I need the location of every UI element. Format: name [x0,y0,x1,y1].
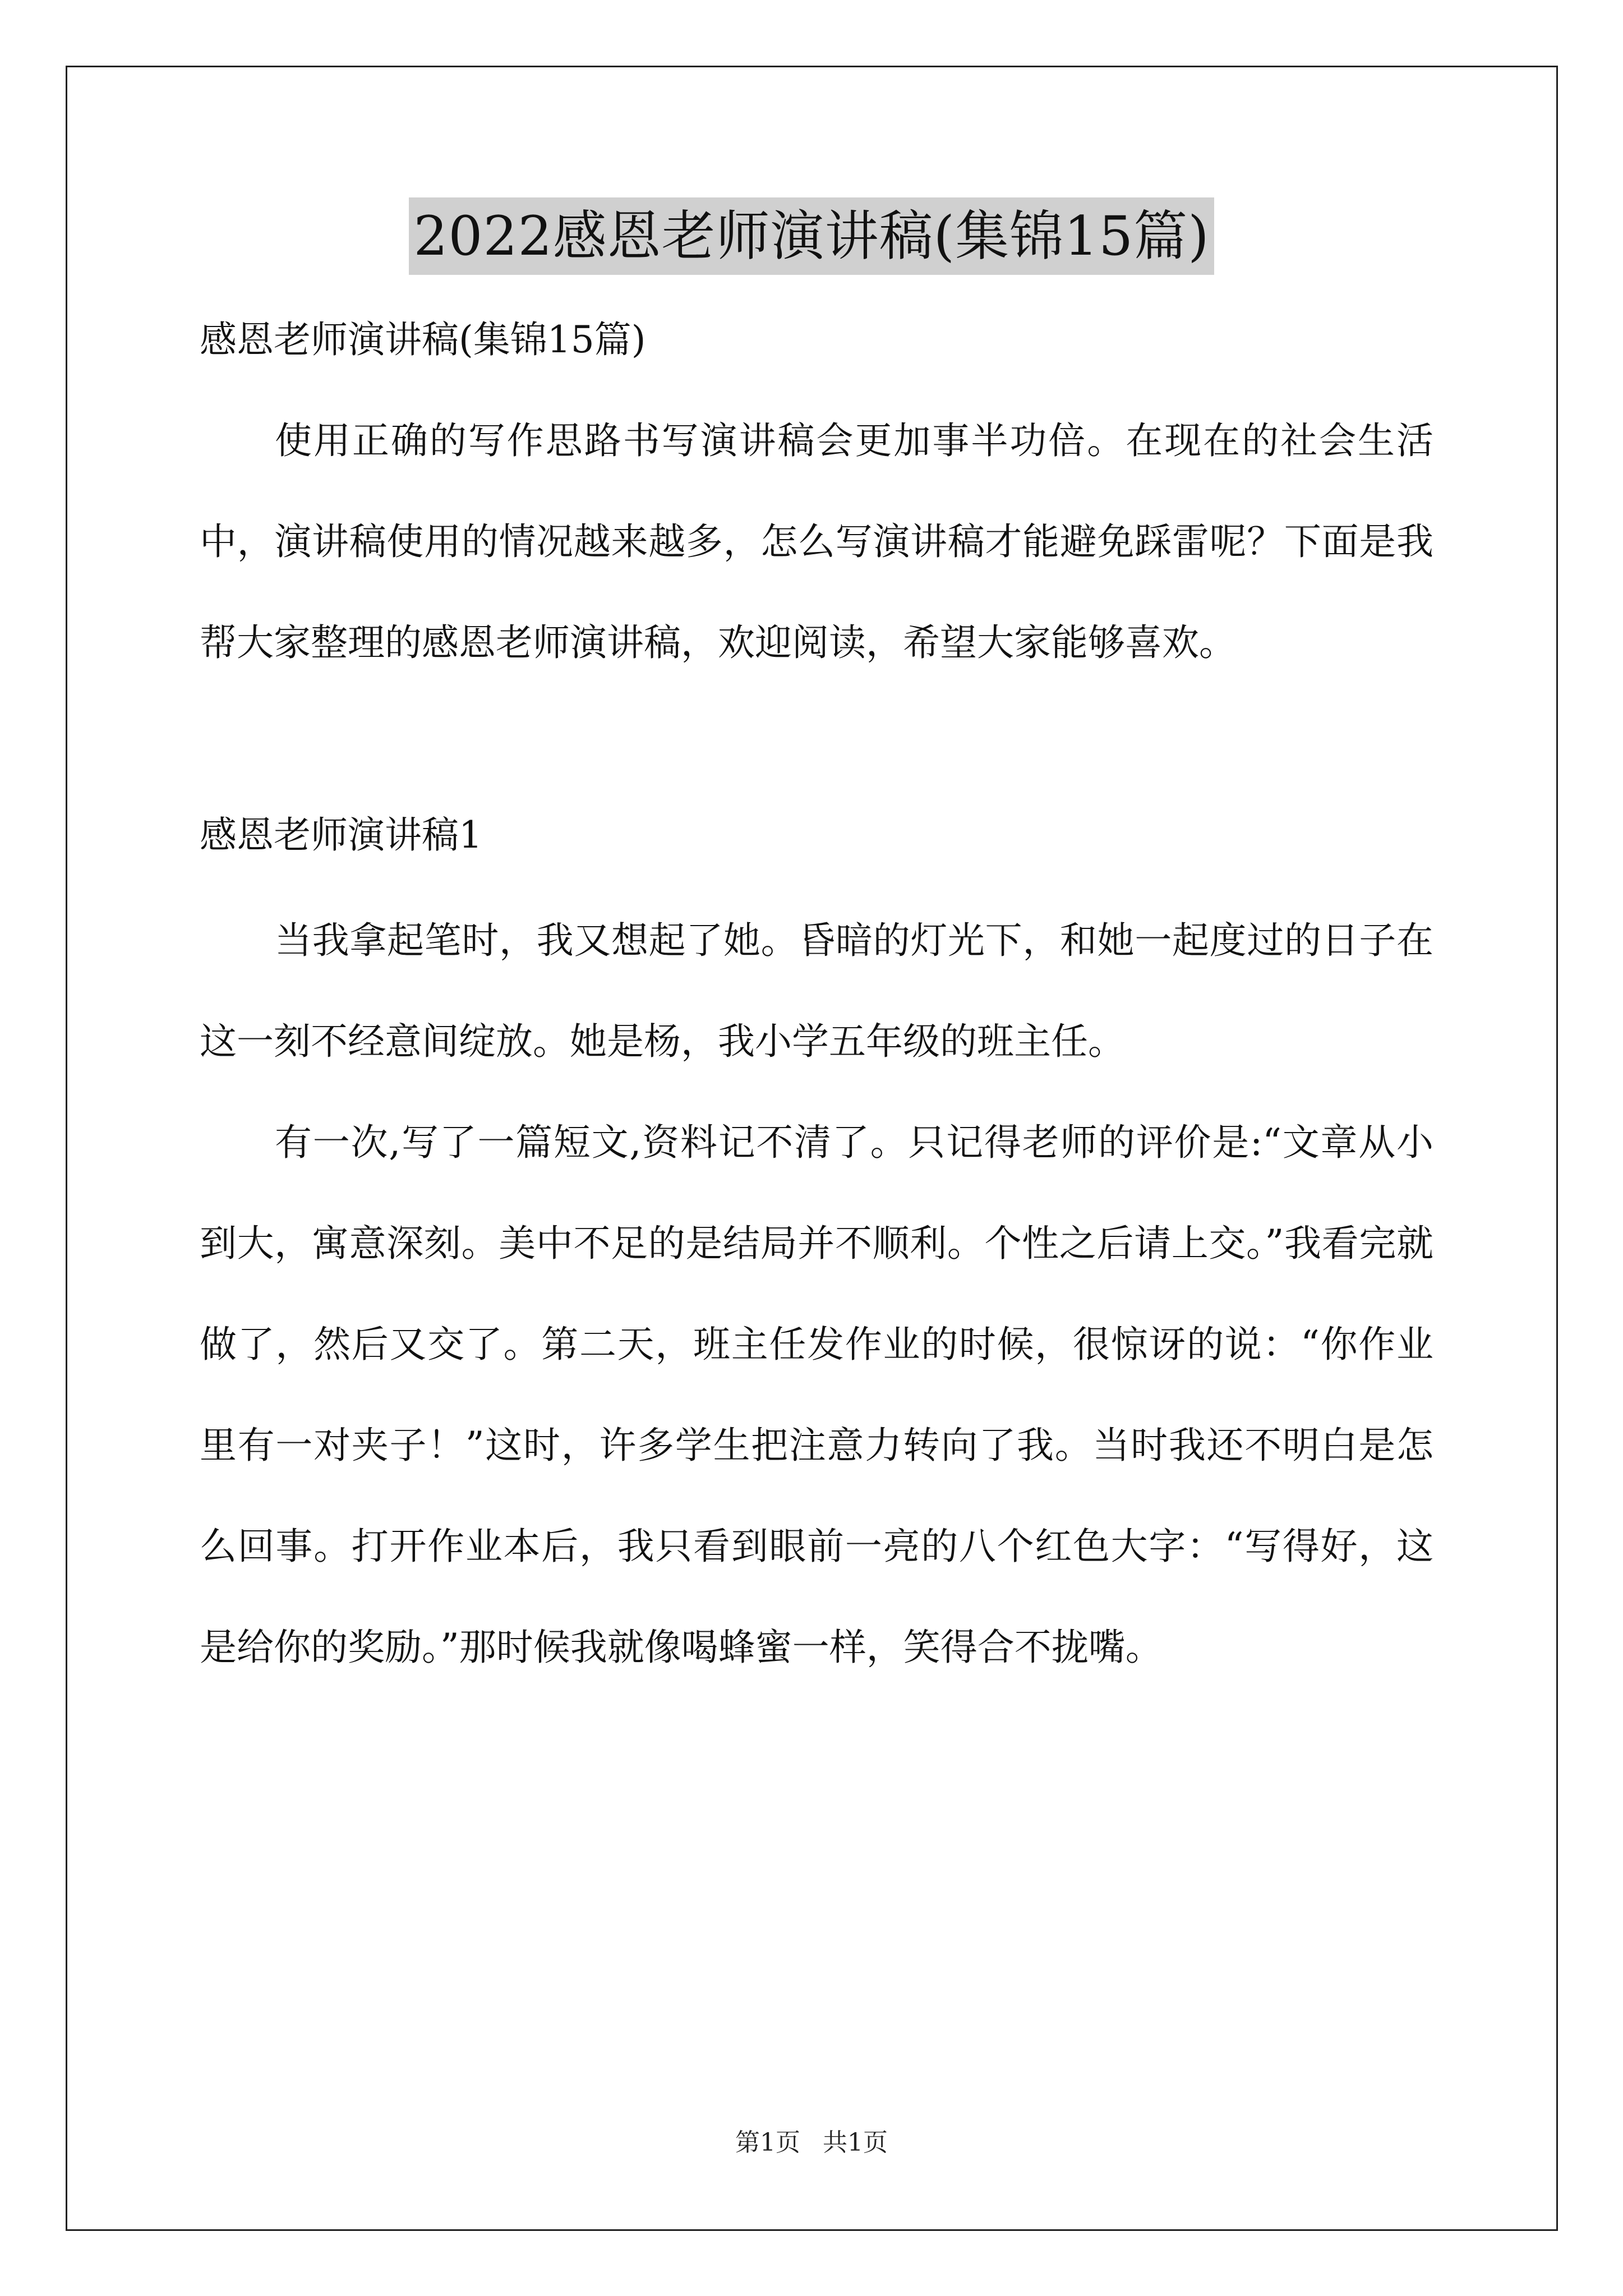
page-number-current: 第1页 [735,2128,800,2157]
intro-heading: 感恩老师演讲稿(集锦15篇) [200,318,646,361]
title-container [0,197,1623,275]
document-body [200,297,1433,1698]
page-number-total: 共1页 [823,2128,888,2157]
section-paragraph: 当我拿起笔时，我又想起了她。昏暗的灯光下，和她一起度过的日子在这一刻不经意间绽放。她是杨，我小学五年级的班主任。 [200,919,1433,1063]
section-paragraph: 有一次,写了一篇短文,资料记不清了。只记得老师的评价是:“文章从小到大，寓意深刻。美中不足的是结局并不顺利。个性之后请上交。”我看完就做了，然后又交了。第二天，班主任发作业的时候，很惊讶的说：“你作业里有一对夹子！”这时，许多学生把注意力转向了我。当时我还不明白是怎么回事。打开作业本后，我只看到眼前一亮的八个红色大字：“写得好，这是给你的奖励。”那时候我就像喝蜂蜜一样，笑得合不拢嘴。 [200,1121,1433,1669]
page-footer [0,2126,1623,2160]
intro-paragraph: 使用正确的写作思路书写演讲稿会更加事半功倍。在现在的社会生活中，演讲稿使用的情况越来越多，怎么写演讲稿才能避免踩雷呢？下面是我帮大家整理的感恩老师演讲稿，欢迎阅读，希望大家能够喜欢。 [200,419,1433,664]
document-title: 2022感恩老师演讲稿(集锦15篇) [409,197,1214,275]
section-heading: 感恩老师演讲稿1 [200,813,482,857]
